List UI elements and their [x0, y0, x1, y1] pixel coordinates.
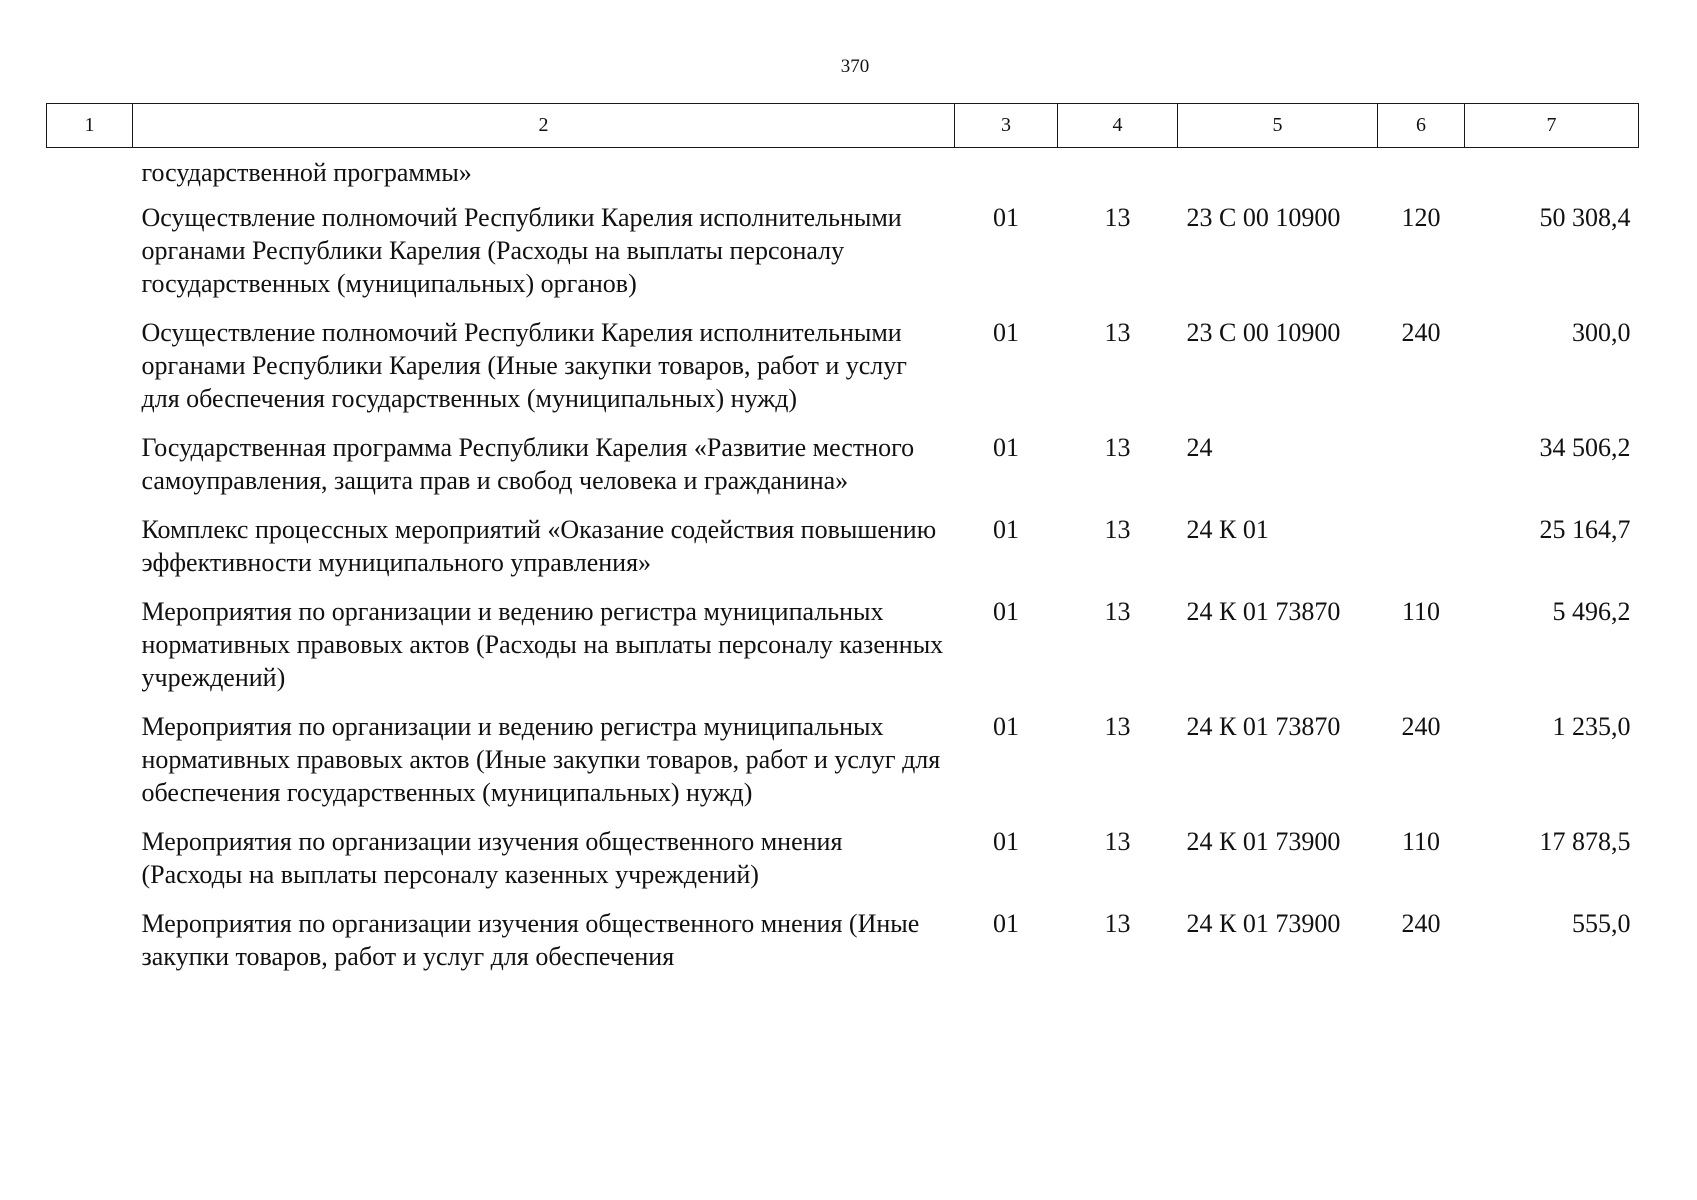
target-article-cell: 24 К 01 73870: [1186, 712, 1341, 741]
item-name-cell: Мероприятия по организации и ведению регистра муниципальных нормативных правовых актов (Иные закупки товаров, работ и услуг для обеспечения государственных (муниципальных) нужд): [141, 712, 941, 807]
amount-cell: [1465, 148, 1639, 202]
target-article-cell: 24 К 01: [1186, 515, 1269, 544]
amount-cell: 555,0: [1572, 909, 1631, 938]
expense-type-cell: 110: [1401, 597, 1441, 626]
item-name-cell: Мероприятия по организации изучения общественного мнения (Расходы на выплаты персоналу казенных учреждений): [141, 827, 843, 889]
expense-type-cell: [1378, 148, 1465, 202]
expense-type-cell: 240: [1401, 909, 1441, 938]
table-row: [47, 595, 1639, 710]
target-article-cell: 23 С 00 10900: [1186, 203, 1341, 232]
item-name-cell: Осуществление полномочий Республики Карелия исполнительными органами Республики Карелия (Иные закупки товаров, работ и услуг для обеспечения государственных (муниципальных) нужд): [141, 318, 907, 413]
subsection-code-cell: 13: [1104, 827, 1131, 856]
item-name-cell: Мероприятия по организации изучения общественного мнения (Иные закупки товаров, работ и услуг для обеспечения: [141, 909, 920, 971]
section-code-cell: 01: [993, 203, 1019, 232]
section-code-cell: 01: [993, 433, 1019, 462]
section-code-cell: [955, 148, 1058, 202]
target-article-cell: [1178, 148, 1378, 202]
table-row: [47, 825, 1639, 907]
target-article-cell: 23 С 00 10900: [1186, 318, 1341, 347]
target-article-cell: 24 К 01 73870: [1186, 597, 1341, 626]
item-name-cell: Осуществление полномочий Республики Карелия исполнительными органами Республики Карелия (Расходы на выплаты персоналу государственных (муниципальных) органов): [141, 203, 902, 298]
column-number: 7: [1465, 104, 1639, 148]
subsection-code-cell: 13: [1104, 597, 1131, 626]
subsection-code-cell: 13: [1104, 318, 1131, 347]
subsection-code-cell: 13: [1104, 433, 1131, 462]
expense-type-cell: [1378, 431, 1465, 513]
column-number: 1: [47, 104, 133, 148]
expense-type-cell: [1378, 513, 1465, 595]
subsection-code-cell: 13: [1104, 515, 1131, 544]
item-name-cell: Комплекс процессных мероприятий «Оказание содействия повышению эффективности муниципального управления»: [141, 515, 937, 577]
expense-type-cell: 240: [1401, 318, 1441, 347]
page-number: 370: [840, 56, 870, 77]
row-number-cell: [47, 431, 133, 513]
column-number: 3: [955, 104, 1058, 148]
column-number-row: [47, 104, 1639, 148]
expense-type-cell: 240: [1401, 712, 1441, 741]
amount-cell: 34 506,2: [1539, 433, 1631, 462]
item-name-cell: Мероприятия по организации и ведению регистра муниципальных нормативных правовых актов (Расходы на выплаты персоналу казенных учреждений): [141, 597, 944, 692]
column-number: 4: [1058, 104, 1178, 148]
item-name-cell: Государственная программа Республики Карелия «Развитие местного самоуправления, защита прав и свобод человека и гражданина»: [141, 433, 915, 495]
amount-cell: 300,0: [1572, 318, 1631, 347]
subsection-code-cell: [1058, 148, 1178, 202]
table-row: [47, 710, 1639, 825]
column-number: 6: [1378, 104, 1465, 148]
table-row: [47, 316, 1639, 431]
table-row: [47, 907, 1639, 989]
amount-cell: 50 308,4: [1539, 203, 1631, 232]
section-code-cell: 01: [993, 712, 1019, 741]
target-article-cell: 24 К 01 73900: [1186, 909, 1341, 938]
amount-cell: 1 235,0: [1552, 712, 1631, 741]
budget-table: [46, 103, 1639, 989]
section-code-cell: 01: [993, 909, 1019, 938]
amount-cell: 17 878,5: [1539, 827, 1631, 856]
subsection-code-cell: 13: [1104, 203, 1131, 232]
table-row: [47, 148, 1639, 202]
target-article-cell: 24: [1186, 433, 1213, 462]
subsection-code-cell: 13: [1104, 909, 1131, 938]
row-number-cell: [47, 710, 133, 825]
row-number-cell: [47, 201, 133, 316]
amount-cell: 5 496,2: [1552, 597, 1631, 626]
section-code-cell: 01: [993, 515, 1019, 544]
section-code-cell: 01: [993, 827, 1019, 856]
column-number: 2: [133, 104, 955, 148]
item-name-cell: государственной программы»: [141, 158, 472, 187]
expense-type-cell: 110: [1401, 827, 1441, 856]
row-number-cell: [47, 595, 133, 710]
row-number-cell: [47, 513, 133, 595]
section-code-cell: 01: [993, 318, 1019, 347]
target-article-cell: 24 К 01 73900: [1186, 827, 1341, 856]
table-row: [47, 431, 1639, 513]
row-number-cell: [47, 148, 133, 202]
subsection-code-cell: 13: [1104, 712, 1131, 741]
table-row: [47, 201, 1639, 316]
row-number-cell: [47, 825, 133, 907]
row-number-cell: [47, 907, 133, 989]
expense-type-cell: 120: [1401, 203, 1441, 232]
column-number: 5: [1178, 104, 1378, 148]
row-number-cell: [47, 316, 133, 431]
section-code-cell: 01: [993, 597, 1019, 626]
table-row: [47, 513, 1639, 595]
amount-cell: 25 164,7: [1539, 515, 1631, 544]
table-body: [47, 148, 1639, 990]
